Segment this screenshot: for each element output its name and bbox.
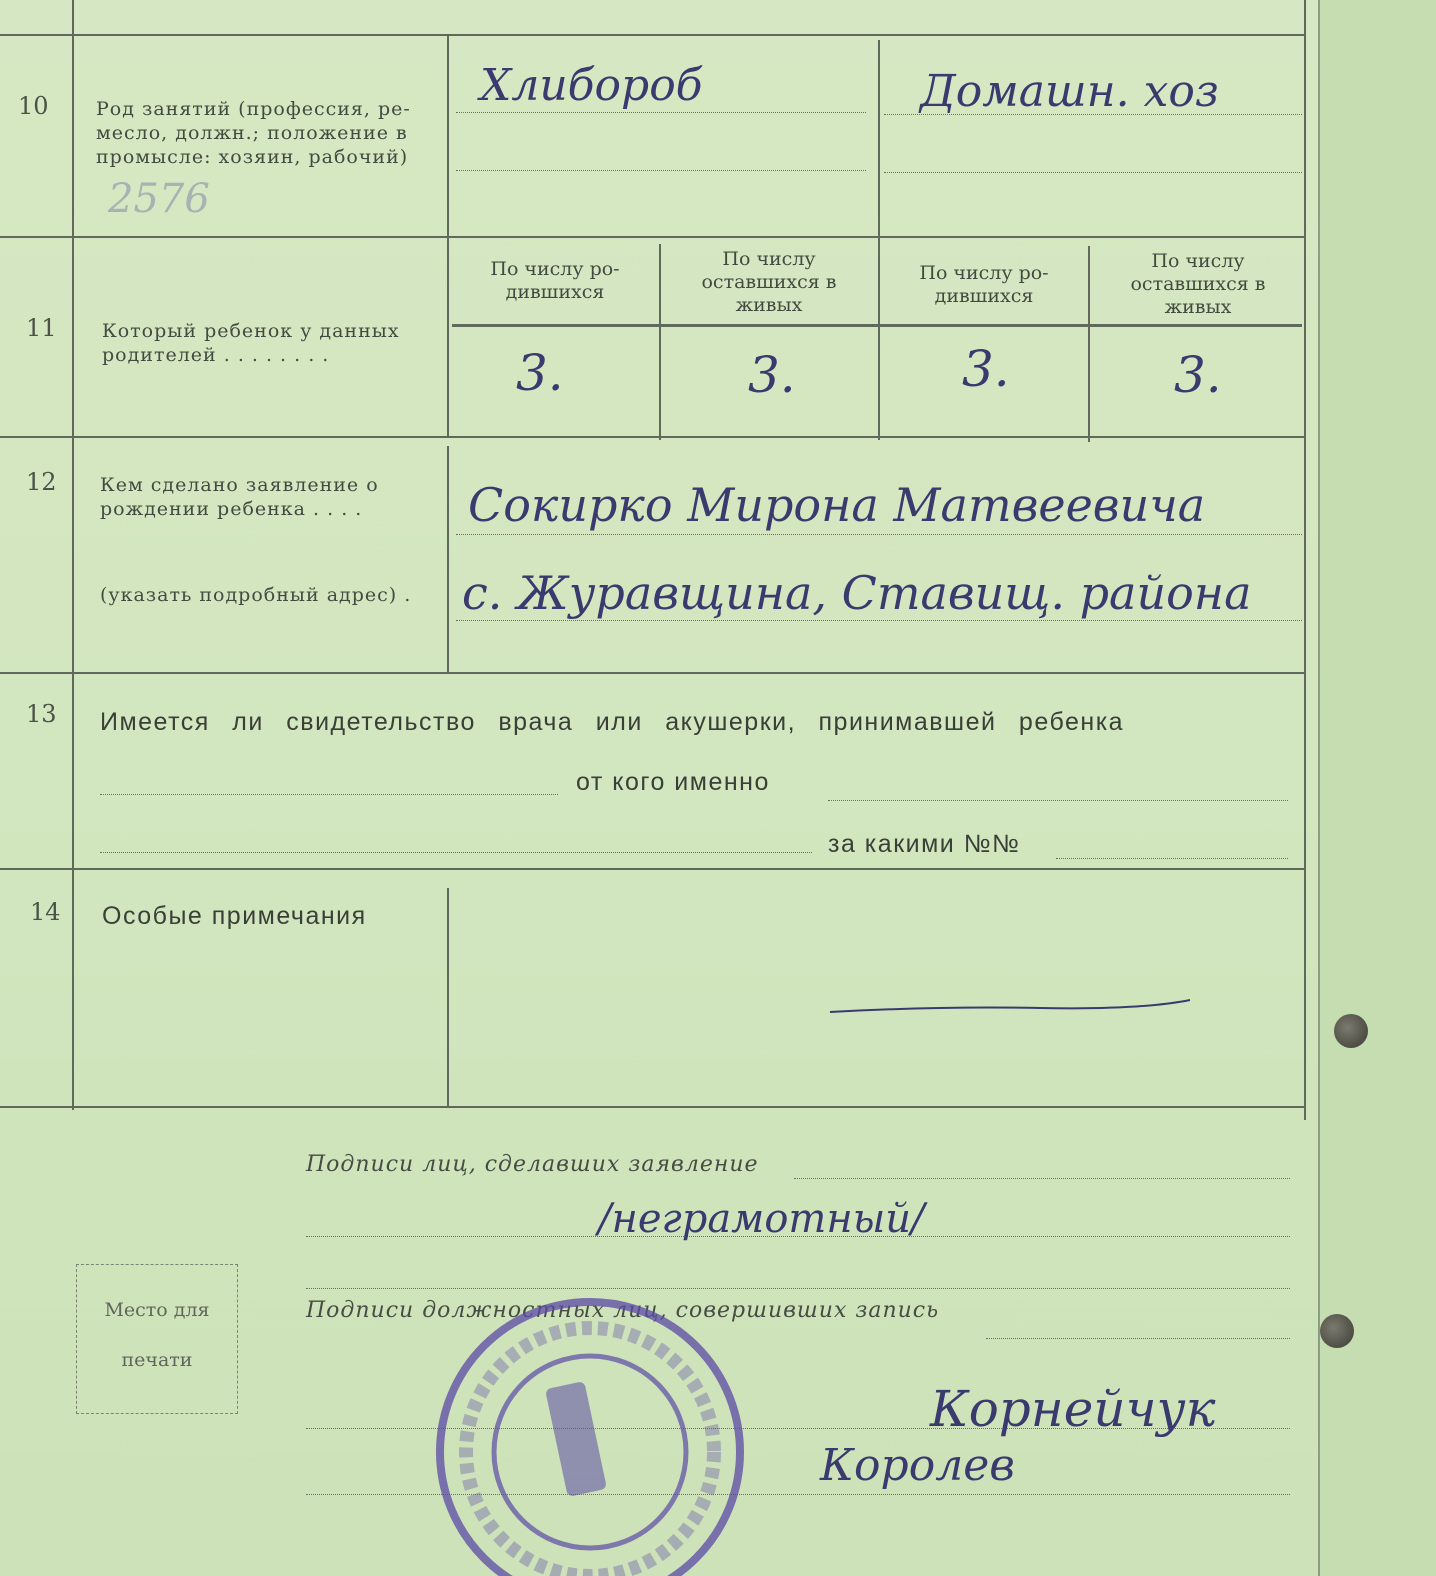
officials-dotted-line-1: [986, 1338, 1290, 1339]
row-13-dotted-line-2: [828, 800, 1288, 801]
sub-column-line-2: [1088, 246, 1090, 442]
page-edge: [1318, 0, 1436, 1576]
mother-born-header-line-1: По числу ро-: [919, 262, 1049, 284]
row-14-border: [0, 868, 1306, 870]
row-12-dotted-line-2: [456, 620, 1302, 621]
row-14-label: Особые примечания: [102, 902, 367, 930]
father-born-count: 3.: [516, 344, 564, 402]
row-number-10: 10: [18, 92, 49, 120]
binding-hole-1: [1334, 1014, 1368, 1048]
top-border: [0, 34, 1306, 36]
applicants-signatures-label: Подписи лиц, сделавших заявление: [306, 1152, 759, 1177]
right-frame-line: [1304, 0, 1306, 1120]
row-13-dotted-line-1: [100, 794, 558, 795]
label-column-line-2: [447, 446, 449, 672]
officials-signatures-label: Подписи должностных лиц, совершивших запись: [306, 1298, 940, 1323]
row-11-border: [0, 236, 1306, 238]
row-12-address-label: (указать подробный адрес) .: [100, 584, 412, 606]
mother-born-header: [884, 262, 1084, 308]
father-alive-count: 3.: [748, 346, 796, 404]
applicants-dotted-line-1: [794, 1178, 1290, 1179]
left-margin-line: [72, 0, 74, 1110]
row-13-from-whom: от кого именно: [576, 768, 770, 796]
row-13-border: [0, 672, 1306, 674]
row-12-border: [0, 436, 1306, 438]
official-seal: [430, 1284, 760, 1576]
row-number-12: 12: [26, 468, 57, 496]
father-born-header-line-2: дившихся: [505, 281, 605, 303]
row-12-label-line-2: рождении ребенка . . . .: [100, 498, 363, 520]
row-10-dotted-line-3: [884, 114, 1302, 115]
row-13-dotted-line-3: [100, 852, 812, 853]
sub-column-line-1: [659, 244, 661, 440]
official-signature-1: Корнейчук: [930, 1380, 1216, 1438]
row-12-label-line-1: Кем сделано заявление о: [100, 474, 379, 496]
row-13-numbers: за какими №№: [828, 830, 1021, 858]
row-10-label-line-1: Род занятий (профессия, ре-: [96, 98, 411, 120]
label-column-line-3: [447, 888, 449, 1106]
row-10-dotted-line-2: [456, 170, 866, 171]
row-10-father-occupation: Хлибороб: [480, 60, 703, 111]
mother-alive-header-line-2: оставшихся в: [1130, 273, 1266, 295]
mother-column-line: [878, 40, 880, 440]
row-10-mother-occupation: Домашн. хоз: [920, 66, 1219, 117]
row-10-label-line-2: месло, должн.; положение в: [96, 122, 408, 144]
mother-born-header-line-2: дившихся: [934, 285, 1034, 307]
row-11-label-line-2: родителей . . . . . . . .: [102, 344, 330, 366]
row-number-13: 13: [26, 700, 57, 728]
row-12-dotted-line-1: [456, 534, 1302, 535]
mother-alive-header: [1094, 250, 1302, 319]
father-alive-header: [664, 248, 874, 317]
mother-born-count: 3.: [962, 340, 1010, 398]
row-10-margin-note: 2576: [108, 176, 210, 222]
row-12-applicant-name: Сокирко Мирона Матвеевича: [468, 478, 1206, 532]
row-11-label-line-1: Который ребенок у данных: [102, 320, 400, 342]
row-number-14: 14: [30, 898, 61, 926]
row-number-11: 11: [26, 314, 57, 342]
mother-alive-header-line-1: По числу: [1151, 250, 1245, 272]
stamp-place-line-1: Место для: [104, 1299, 210, 1321]
father-alive-header-line-2: оставшихся в: [701, 271, 837, 293]
row-10-dotted-line-4: [884, 172, 1302, 173]
binding-hole-2: [1320, 1314, 1354, 1348]
row-13-dotted-line-4: [1056, 858, 1288, 859]
mother-alive-header-line-3: живых: [1164, 296, 1232, 318]
subheader-underline: [452, 324, 1302, 327]
row-13-question: Имеется ли свидетельство врача или акушерки, принимавшей ребенка: [100, 708, 1125, 736]
table-bottom-border: [0, 1106, 1306, 1108]
official-signature-2: Королев: [820, 1440, 1015, 1491]
row-10-label-line-3: промысле: хозяин, рабочий): [96, 146, 409, 168]
row-12-address: с. Журавщина, Ставищ. района: [462, 566, 1252, 620]
stamp-place-line-2: печати: [121, 1349, 193, 1371]
father-alive-header-line-3: живых: [735, 294, 803, 316]
row-10-dotted-line-1: [456, 112, 866, 113]
father-born-header: [456, 258, 654, 304]
stamp-place-box: [76, 1264, 238, 1414]
applicants-signature-value: /неграмотный/: [598, 1196, 925, 1242]
row-14-dash-mark: [820, 990, 1200, 1030]
father-born-header-line-1: По числу ро-: [490, 258, 620, 280]
mother-alive-count: 3.: [1174, 346, 1222, 404]
father-alive-header-line-1: По числу: [722, 248, 816, 270]
